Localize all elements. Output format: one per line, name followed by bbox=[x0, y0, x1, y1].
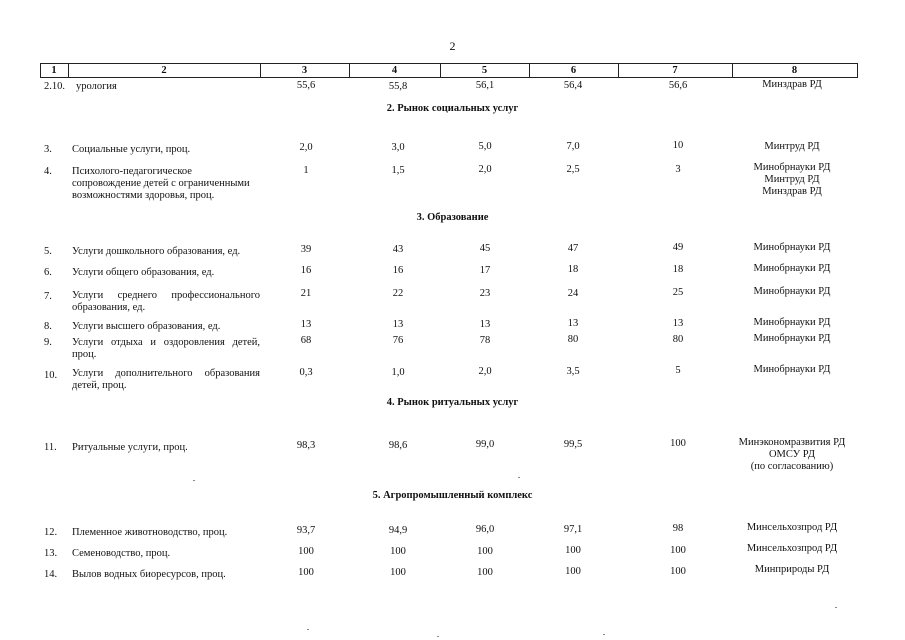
row-number: 8. bbox=[44, 321, 52, 332]
value-col-3: 1 bbox=[303, 165, 309, 176]
header-col-1: 1 bbox=[51, 65, 57, 76]
value-col-7: 80 bbox=[672, 334, 684, 345]
value-col-5: 17 bbox=[479, 265, 491, 276]
value-col-7: 49 bbox=[672, 242, 684, 253]
responsible-org: Минсельхозпрод РД bbox=[746, 522, 838, 533]
responsible-org bbox=[712, 437, 872, 473]
header-col-2: 2 bbox=[161, 65, 167, 76]
row-name: Племенное животноводство, проц. bbox=[72, 527, 228, 538]
value-col-7: 100 bbox=[670, 545, 686, 556]
org-line: Минздрав РД bbox=[762, 186, 822, 197]
row-name-line: возможностями здоровья, проц. bbox=[72, 190, 215, 201]
value-col-6: 3,5 bbox=[566, 366, 580, 377]
section-title: 2. Рынок социальных услуг bbox=[386, 103, 519, 114]
header-col-7: 7 bbox=[672, 65, 678, 76]
value-col-4: 100 bbox=[390, 567, 406, 578]
value-col-5: 99,0 bbox=[475, 439, 495, 450]
row-name: Семеноводство, проц. bbox=[72, 548, 171, 559]
value-col-4: 1,5 bbox=[391, 165, 405, 176]
value-col-6: 18 bbox=[567, 264, 579, 275]
value-col-3: 2,0 bbox=[299, 142, 313, 153]
value-col-3: 100 bbox=[298, 567, 314, 578]
value-col-5: 13 bbox=[479, 319, 491, 330]
value-col-5: 78 bbox=[479, 335, 491, 346]
section-title: 4. Рынок ритуальных услуг bbox=[386, 397, 519, 408]
scan-speck bbox=[437, 636, 439, 637]
responsible-org: Минсельхозпрод РД bbox=[746, 543, 838, 554]
value-col-3: 39 bbox=[300, 244, 312, 255]
scan-speck bbox=[835, 607, 837, 608]
value-col-7: 10 bbox=[672, 140, 684, 151]
row-name-line: проц. bbox=[72, 349, 97, 360]
row-name-line: детей, проц. bbox=[72, 380, 127, 391]
row-name: Услуги общего образования, ед. bbox=[72, 267, 215, 278]
value-col-4: 100 bbox=[390, 546, 406, 557]
value-col-6: 2,5 bbox=[566, 164, 580, 175]
value-col-4: 22 bbox=[392, 288, 404, 299]
responsible-org bbox=[712, 162, 872, 198]
value-col-7: 5 bbox=[675, 365, 681, 376]
page-number: 2 bbox=[449, 39, 456, 53]
row-name-line: сопровождение детей с ограниченными bbox=[72, 178, 250, 189]
row-name-line: Услуги дополнительного образования bbox=[72, 368, 260, 379]
section-title: 5. Агропромышленный комплекс bbox=[372, 490, 533, 501]
scan-speck bbox=[603, 634, 605, 635]
row-number: 5. bbox=[44, 246, 52, 257]
header-divider bbox=[857, 63, 858, 78]
value-col-3: 68 bbox=[300, 335, 312, 346]
value-col-6: 100 bbox=[565, 545, 581, 556]
row-name-line: Услуги среднего профессионального bbox=[72, 290, 260, 301]
header-col-4: 4 bbox=[391, 65, 398, 76]
value-col-4: 1,0 bbox=[391, 367, 405, 378]
row-number: 10. bbox=[44, 370, 58, 381]
value-col-3: 93,7 bbox=[296, 525, 316, 536]
value-col-3: 98,3 bbox=[296, 440, 316, 451]
value-col-5: 2,0 bbox=[478, 366, 492, 377]
value-col-5: 23 bbox=[479, 288, 491, 299]
org-line: Минэкономразвития РД bbox=[738, 437, 846, 448]
value-col-6: 24 bbox=[567, 288, 579, 299]
value-col-6: 80 bbox=[567, 334, 579, 345]
value-col-3: 13 bbox=[300, 319, 312, 330]
row-name bbox=[72, 337, 260, 361]
value-col-4: 98,6 bbox=[388, 440, 408, 451]
row-name: Услуги высшего образования, ед. bbox=[72, 321, 221, 332]
row-number: 7. bbox=[44, 291, 52, 302]
value-col-3: 0,3 bbox=[299, 367, 313, 378]
row-number: 12. bbox=[44, 527, 58, 538]
value-col-4: 55,8 bbox=[388, 81, 408, 92]
value-col-5: 100 bbox=[477, 567, 493, 578]
row-number: 13. bbox=[44, 548, 58, 559]
value-col-5: 5,0 bbox=[478, 141, 492, 152]
scan-speck bbox=[518, 477, 520, 478]
value-col-5: 56,1 bbox=[475, 80, 495, 91]
value-col-4: 16 bbox=[392, 265, 404, 276]
value-col-4: 76 bbox=[392, 335, 404, 346]
value-col-6: 100 bbox=[565, 566, 581, 577]
responsible-org: Минприроды РД bbox=[754, 564, 830, 575]
section-title: 3. Образование bbox=[416, 212, 489, 223]
row-name: Ритуальные услуги, проц. bbox=[72, 442, 188, 453]
table-top-border bbox=[40, 63, 858, 64]
value-col-7: 3 bbox=[675, 164, 681, 175]
row-number: 14. bbox=[44, 569, 58, 580]
value-col-4: 94,9 bbox=[388, 525, 408, 536]
value-col-4: 43 bbox=[392, 244, 404, 255]
value-col-6: 56,4 bbox=[563, 80, 583, 91]
value-col-7: 98 bbox=[672, 523, 684, 534]
row-number: 9. bbox=[44, 337, 52, 348]
responsible-org: Минобрнауки РД bbox=[753, 263, 831, 274]
responsible-org: Минобрнауки РД bbox=[753, 317, 831, 328]
header-col-5: 5 bbox=[481, 65, 488, 76]
responsible-org: Минздрав РД bbox=[762, 79, 822, 90]
row-number: 4. bbox=[44, 166, 52, 177]
scan-speck bbox=[193, 480, 195, 481]
row-name: Вылов водных биоресурсов, проц. bbox=[72, 569, 226, 580]
value-col-5: 2,0 bbox=[478, 164, 492, 175]
responsible-org: Минобрнауки РД bbox=[753, 286, 831, 297]
org-line: ОМСУ РД bbox=[768, 449, 816, 460]
value-col-3: 100 bbox=[298, 546, 314, 557]
value-col-6: 99,5 bbox=[563, 439, 583, 450]
value-col-6: 7,0 bbox=[566, 141, 580, 152]
row-number: 11. bbox=[44, 442, 57, 453]
header-col-3: 3 bbox=[301, 65, 308, 76]
value-col-7: 100 bbox=[670, 438, 686, 449]
responsible-org: Минобрнауки РД bbox=[753, 333, 831, 344]
value-col-3: 21 bbox=[300, 288, 312, 299]
row-name: Услуги дошкольного образования, ед. bbox=[72, 246, 241, 257]
value-col-5: 100 bbox=[477, 546, 493, 557]
row-name-line: образования, ед. bbox=[72, 302, 146, 313]
responsible-org: Минтруд РД bbox=[764, 141, 820, 152]
row-number: 2.10. bbox=[44, 81, 65, 92]
value-col-7: 18 bbox=[672, 264, 684, 275]
org-line: Минтруд РД bbox=[764, 174, 820, 185]
row-number: 6. bbox=[44, 267, 52, 278]
scan-speck bbox=[307, 629, 309, 630]
row-number: 3. bbox=[44, 144, 52, 155]
value-col-7: 13 bbox=[672, 318, 684, 329]
value-col-6: 97,1 bbox=[563, 524, 583, 535]
row-name: Социальные услуги, проц. bbox=[72, 144, 191, 155]
row-name-line: Психолого-педагогическое bbox=[72, 166, 192, 177]
responsible-org: Минобрнауки РД bbox=[753, 242, 831, 253]
value-col-4: 13 bbox=[392, 319, 404, 330]
value-col-3: 16 bbox=[300, 265, 312, 276]
header-col-6: 6 bbox=[570, 65, 577, 76]
value-col-7: 100 bbox=[670, 566, 686, 577]
row-name-line: Услуги отдыха и оздоровления детей, bbox=[72, 337, 260, 348]
row-name bbox=[72, 166, 260, 202]
value-col-6: 13 bbox=[567, 318, 579, 329]
value-col-6: 47 bbox=[567, 243, 579, 254]
value-col-3: 55,6 bbox=[296, 80, 316, 91]
table-header-bottom-border bbox=[40, 77, 858, 78]
org-line: Минобрнауки РД bbox=[753, 162, 831, 173]
row-name bbox=[72, 368, 260, 392]
row-name: урология bbox=[76, 81, 117, 92]
org-line: (по согласованию) bbox=[750, 461, 834, 472]
value-col-5: 45 bbox=[479, 243, 491, 254]
header-col-8: 8 bbox=[791, 65, 798, 76]
value-col-7: 25 bbox=[672, 287, 684, 298]
value-col-5: 96,0 bbox=[475, 524, 495, 535]
responsible-org: Минобрнауки РД bbox=[753, 364, 831, 375]
row-name bbox=[72, 290, 260, 314]
value-col-4: 3,0 bbox=[391, 142, 405, 153]
value-col-7: 56,6 bbox=[668, 80, 688, 91]
